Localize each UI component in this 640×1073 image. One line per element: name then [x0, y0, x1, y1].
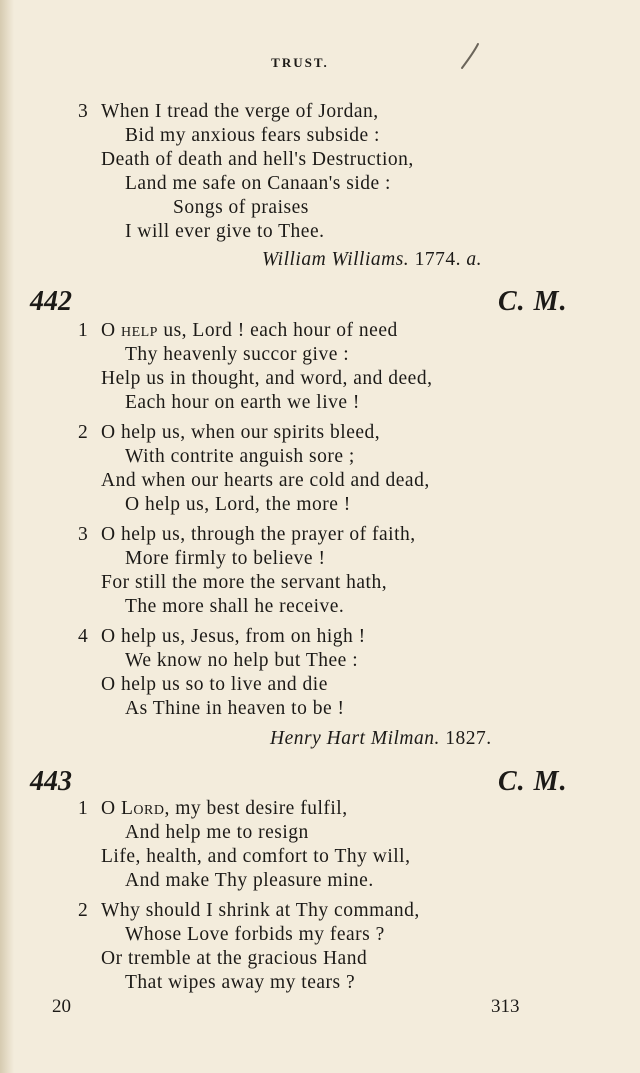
- verse-line: The more shall he receive.: [125, 596, 345, 617]
- stanza-number: 2: [78, 422, 88, 443]
- hymn-meter: C. M.: [498, 286, 568, 317]
- verse-line: Land me safe on Canaan's side :: [125, 173, 391, 194]
- first-word-caps: Lord: [120, 798, 165, 819]
- verse-line: O help us, when our spirits bleed,: [101, 422, 381, 443]
- running-header: TRUST.: [271, 55, 329, 70]
- pencil-mark-icon: [458, 42, 482, 70]
- hymn-number: 443: [30, 766, 72, 797]
- verse-line: Death of death and hell's Destruction,: [101, 149, 414, 170]
- hymn-number: 442: [30, 286, 72, 317]
- hymn-attribution: [270, 728, 492, 750]
- verse-line: As Thine in heaven to be !: [125, 698, 345, 719]
- page-gutter-shadow: [0, 0, 14, 1073]
- verse-line: I will ever give to Thee.: [125, 221, 325, 242]
- verse-line: We know no help but Thee :: [125, 650, 359, 671]
- verse-line: Whose Love forbids my fears ?: [125, 924, 385, 945]
- verse-line: O help us, Lord, the more !: [125, 494, 351, 515]
- verse-line: With contrite anguish sore ;: [125, 446, 355, 467]
- verse-line: When I tread the verge of Jordan,: [101, 101, 379, 122]
- first-word-caps: help: [120, 320, 158, 341]
- stanza-number: 1: [78, 320, 88, 341]
- verse-line: O help us, Jesus, from on high !: [101, 626, 366, 647]
- verse-line: For still the more the servant hath,: [101, 572, 388, 593]
- stanza-number: 3: [78, 101, 88, 122]
- stanza-number: 4: [78, 626, 88, 647]
- stanza-number: 2: [78, 900, 88, 921]
- verse-line: [101, 798, 348, 820]
- hymn-attribution: [262, 249, 482, 271]
- verse-line: Songs of praises: [173, 197, 309, 218]
- verse-line: Why should I shrink at Thy command,: [101, 900, 420, 921]
- author-name: Henry Hart Milman.: [270, 728, 440, 749]
- signature-mark: 20: [52, 996, 71, 1017]
- author-name: William Williams.: [262, 249, 410, 270]
- hymn-year: 1774.: [414, 249, 461, 270]
- page-number: 313: [491, 996, 520, 1017]
- stanza-number: 3: [78, 524, 88, 545]
- verse-line: That wipes away my tears ?: [125, 972, 356, 993]
- verse-line: Bid my anxious fears subside :: [125, 125, 380, 146]
- verse-line: And make Thy pleasure mine.: [125, 870, 374, 891]
- verse-line: Each hour on earth we live !: [125, 392, 360, 413]
- hymn-year: 1827.: [445, 728, 492, 749]
- first-line-rest: us, Lord ! each hour of need: [163, 320, 398, 341]
- verse-line: More firmly to believe !: [125, 548, 326, 569]
- verse-line: Thy heavenly succor give :: [125, 344, 350, 365]
- verse-line: [101, 320, 398, 342]
- verse-line: Or tremble at the gracious Hand: [101, 948, 368, 969]
- hymn-meter: C. M.: [498, 766, 568, 797]
- verse-line: And help me to resign: [125, 822, 309, 843]
- first-word: O: [101, 798, 116, 819]
- first-line-rest: , my best desire fulfil,: [164, 798, 348, 819]
- verse-line: O help us so to live and die: [101, 674, 328, 695]
- verse-line: Life, health, and comfort to Thy will,: [101, 846, 411, 867]
- verse-line: And when our hearts are cold and dead,: [101, 470, 430, 491]
- verse-line: Help us in thought, and word, and deed,: [101, 368, 433, 389]
- source-note: a.: [466, 249, 482, 270]
- stanza-number: 1: [78, 798, 88, 819]
- verse-line: O help us, through the prayer of faith,: [101, 524, 416, 545]
- first-word: O: [101, 320, 116, 341]
